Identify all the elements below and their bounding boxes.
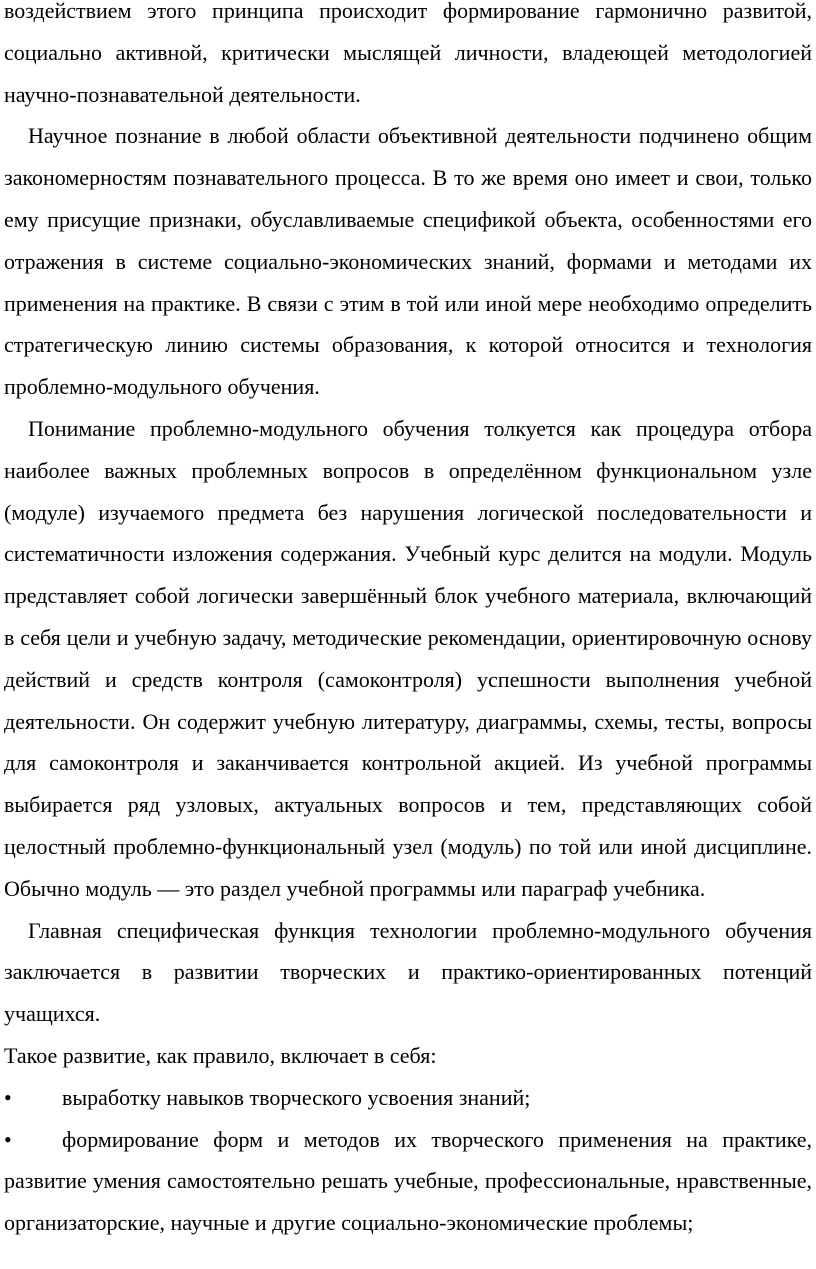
bullet-text: формирование форм и методов их творческого применения на практике, развитие умения самостоятельно решать учебные, профессиональные, нравственные, организаторские, научные и другие социально-экономические проблемы; <box>4 1126 812 1236</box>
bullet-item <box>4 1077 812 1119</box>
paragraph-intro: воздействием этого принципа происходит формирование гармонично развитой, социально активной, критически мыслящей личности, владеющей методологией научно-познавательной деятельности. <box>4 0 812 107</box>
paragraph-problem-modular-learning: Понимание проблемно-модульного обучения толкуется как процедура отбора наиболее важных проблемных вопросов в определённом функциональном узле (модуле) изучаемого предмета без нарушения логической последовательности и систематичности изложения содержания. Учебный курс делится на модули. Модуль представляет собой логически завершённый блок учебного материала, включающий в себя цели и учебную задачу, методические рекомендации, ориентировочную основу действий и средств контроля (самоконтроля) успешности выполнения учебной деятельности. Он содержит учебную литературу, диаграммы, схемы, тесты, вопросы для самоконтроля и заканчивается контрольной акцией. Из учебной программы выбирается ряд узловых, актуальных вопросов и тем, представляющих собой целостный проблемно-функциональный узел (модуль) по той или иной дисциплине. Обычно модуль — это раздел учебной программы или параграф учебника. <box>4 415 812 901</box>
paragraph-main-function: Главная специфическая функция технологии проблемно-модульного обучения заключается в развитии творческих и практико-ориентированных потенций учащихся. <box>4 917 812 1027</box>
paragraph-scientific-knowledge: Научное познание в любой области объективной деятельности подчинено общим закономерностям познавательного процесса. В то же время оно имеет и свои, только ему присущие признаки, обуславливаемые спецификой объекта, особенностями его отражения в системе социально-экономических знаний, формами и методами их применения на практике. В связи с этим в той или иной мере необходимо определить стратегическую линию системы образования, к которой относится и технология проблемно-модульного обучения. <box>4 123 812 400</box>
paragraph-development-includes: Такое развитие, как правило, включает в себя: <box>4 1042 437 1068</box>
bullet-marker: • <box>4 1126 12 1152</box>
bullet-item <box>4 1119 812 1244</box>
bullet-marker: • <box>4 1084 12 1110</box>
bullet-text: выработку навыков творческого усвоения знаний; <box>62 1084 531 1110</box>
